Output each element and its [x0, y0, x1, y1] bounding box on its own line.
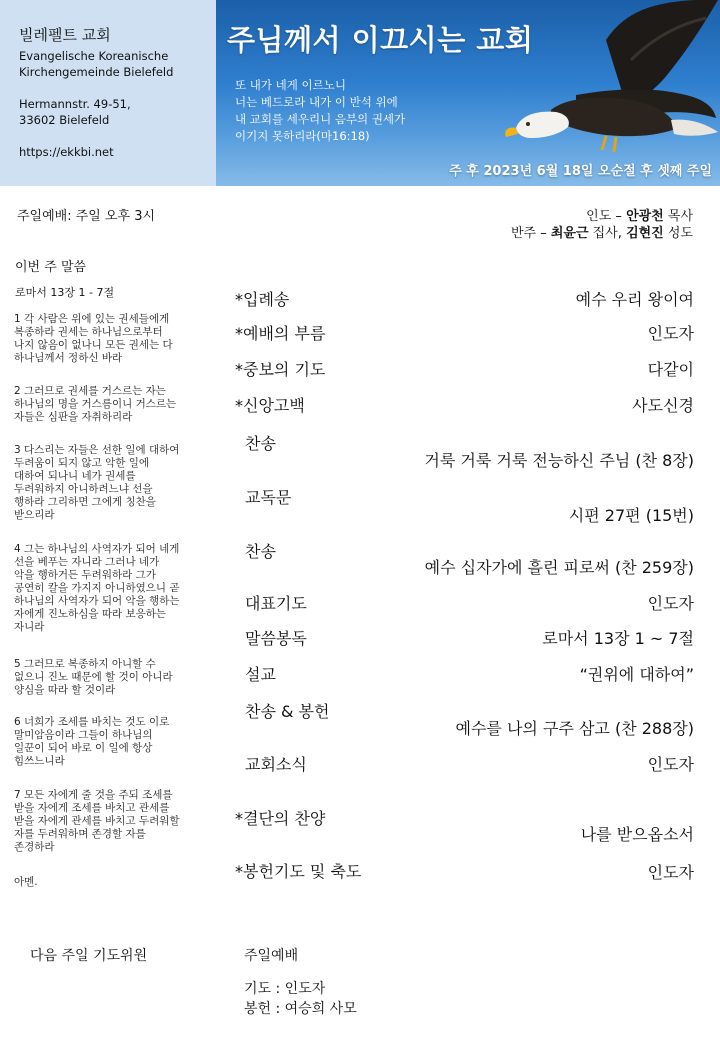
church-name-de-line1: Evangelische Koreanische — [19, 49, 169, 63]
scripture-line: 힘쓰느니라 — [14, 755, 65, 767]
banner-verse-line: 또 내가 네게 이르노니 — [235, 78, 346, 92]
order-item-value: 인도자 — [647, 324, 694, 343]
scripture-line: 4 그는 하나님의 사역자가 되어 네게 — [14, 543, 180, 555]
order-item-value: 사도신경 — [632, 396, 694, 415]
order-item-label: 말씀봉독 — [245, 629, 307, 648]
scripture-line: 양심을 따라 할 것이라 — [14, 684, 116, 696]
next-week-prayer-title: 다음 주일 기도위원 — [30, 948, 148, 964]
order-item-label: *중보의 기도 — [235, 360, 326, 379]
church-name-ko: 빌레펠트 교회 — [19, 26, 111, 44]
church-address-line1: Hermannstr. 49-51, — [19, 97, 131, 111]
order-item-label: *봉헌기도 및 축도 — [235, 862, 362, 881]
scripture-line: 자들은 심판을 자취하리라 — [14, 411, 133, 423]
accomp-title-1: 집사, — [588, 226, 627, 241]
prayer-assignment: 기도 : 인도자 — [244, 981, 326, 997]
scripture-title: 이번 주 말씀 — [15, 260, 87, 275]
banner-verse-line: 너는 베드로라 내가 이 반석 위에 — [235, 95, 398, 109]
order-item-label: 설교 — [245, 665, 276, 684]
leader-label: 인도 – — [586, 209, 627, 224]
scripture-line: 존경하라 — [14, 841, 55, 853]
scripture-line: 3 다스리는 자들은 선한 일에 대하여 — [14, 444, 180, 456]
offering-assignment: 봉헌 : 여승희 사모 — [244, 1001, 357, 1017]
scripture-reference: 로마서 13장 1 - 7절 — [15, 286, 115, 299]
scripture-line: 없으니 진노 때문에 할 것이 아니라 — [14, 671, 173, 683]
order-item-label: *결단의 찬양 — [235, 809, 326, 828]
scripture-line: 선을 베푸는 자니라 그러나 네가 — [14, 556, 160, 568]
order-item-value: 다같이 — [647, 360, 694, 379]
order-item-label: 교회소식 — [245, 755, 307, 774]
scripture-line: 대하여 되나니 네가 권세를 — [14, 470, 136, 482]
scripture-line: 아멘. — [14, 876, 38, 888]
scripture-line: 자에게 진노하심을 따라 보응하는 — [14, 608, 167, 620]
order-item-value: 인도자 — [647, 863, 694, 882]
church-name-de-line2: Kirchengemeinde Bielefeld — [19, 65, 174, 79]
scripture-line: 하나님께서 정하신 바라 — [14, 352, 123, 364]
scripture-line: 6 너희가 조세를 바치는 것도 이로 — [14, 716, 170, 728]
order-item-label: 교독문 — [245, 488, 292, 507]
banner-title: 주님께서 이끄시는 교회 — [227, 23, 534, 57]
scripture-line: 받을 자에게 조세를 바치고 관세를 — [14, 802, 170, 814]
scripture-line: 행하라 그리하면 그에게 칭찬을 — [14, 496, 156, 508]
scripture-line: 나지 않음이 없나니 모든 권세는 다 — [14, 339, 173, 351]
scripture-line: 일꾼이 되어 바로 이 일에 항상 — [14, 742, 153, 754]
scripture-line: 복종하라 권세는 하나님으로부터 — [14, 326, 163, 338]
worship-label: 주일예배 — [244, 948, 299, 964]
order-item-value: 예수 십자가에 흘린 피로써 (찬 259장) — [424, 558, 694, 577]
scripture-line: 자니라 — [14, 621, 45, 633]
church-info-panel — [0, 0, 216, 186]
scripture-line: 하나님의 사역자가 되어 악을 행하는 — [14, 595, 180, 607]
order-item-value: 예수 우리 왕이여 — [575, 290, 694, 309]
church-website-link[interactable]: https://ekkbi.net — [19, 145, 114, 159]
scripture-line: 2 그러므로 권세를 거스르는 자는 — [14, 385, 166, 397]
service-accompanist — [511, 222, 693, 241]
scripture-line: 1 각 사람은 위에 있는 권세들에게 — [14, 313, 170, 325]
leader-name: 안광천 — [626, 209, 664, 224]
service-time: 주일예배: 주일 오후 3시 — [17, 209, 156, 224]
order-item-value: 나를 받으옵소서 — [580, 825, 694, 844]
order-item-value: 로마서 13장 1 ~ 7절 — [542, 629, 694, 648]
order-item-value: 거룩 거룩 거룩 전능하신 주님 (찬 8장) — [424, 451, 694, 470]
scripture-line: 5 그러므로 복종하지 아니할 수 — [14, 658, 156, 670]
banner-verse-line: 이기지 못하리라(마16:18) — [235, 129, 370, 143]
header-banner — [216, 0, 720, 186]
scripture-line: 받을 자에게 관세를 바치고 두려워할 — [14, 815, 180, 827]
scripture-line: 하나님의 명을 거스름이니 거스르는 — [14, 398, 177, 410]
scripture-line: 받으리라 — [14, 509, 55, 521]
order-item-value: 인도자 — [647, 755, 694, 774]
scripture-line: 악을 행하거든 두려워하라 그가 — [14, 569, 156, 581]
order-item-label: *신앙고백 — [235, 396, 305, 415]
order-item-value: 시편 27편 (15번) — [568, 506, 694, 525]
scripture-line: 두려워하지 아니하려느냐 선을 — [14, 483, 153, 495]
order-item-label: *입례송 — [235, 290, 290, 309]
scripture-line: 말미암음이라 그들이 하나님의 — [14, 729, 153, 741]
banner-verse-line: 내 교회를 세우리니 음부의 권세가 — [235, 112, 406, 126]
church-address-line2: 33602 Bielefeld — [19, 113, 110, 127]
accomp-label: 반주 – — [510, 226, 551, 241]
leader-title: 목사 — [663, 209, 693, 224]
accomp-name-1: 최윤근 — [550, 226, 589, 241]
order-item-label: 대표기도 — [245, 594, 307, 613]
scripture-line: 공연히 칼을 가지지 아니하였으니 곧 — [14, 582, 180, 594]
scripture-line: 자를 두려워하며 존경할 자를 — [14, 828, 146, 840]
order-item-value: “권위에 대하여” — [579, 665, 694, 684]
order-item-label: 찬송 — [245, 434, 276, 453]
order-item-label: 찬송 — [245, 542, 276, 561]
order-item-label: *예배의 부름 — [235, 324, 326, 343]
order-item-value: 예수를 나의 구주 삼고 (찬 288장) — [455, 719, 694, 738]
order-item-label: 찬송 & 봉헌 — [245, 702, 330, 721]
order-item-value: 인도자 — [647, 594, 694, 613]
accomp-name-2: 김현진 — [626, 226, 664, 241]
service-date: 주 후 2023년 6월 18일 오순절 후 셋째 주일 — [449, 164, 712, 179]
scripture-line: 두려움이 되지 않고 악한 일에 — [14, 457, 150, 469]
scripture-line: 7 모든 자에게 줄 것을 주되 조세를 — [14, 789, 173, 801]
accomp-title-2: 성도 — [663, 226, 693, 241]
